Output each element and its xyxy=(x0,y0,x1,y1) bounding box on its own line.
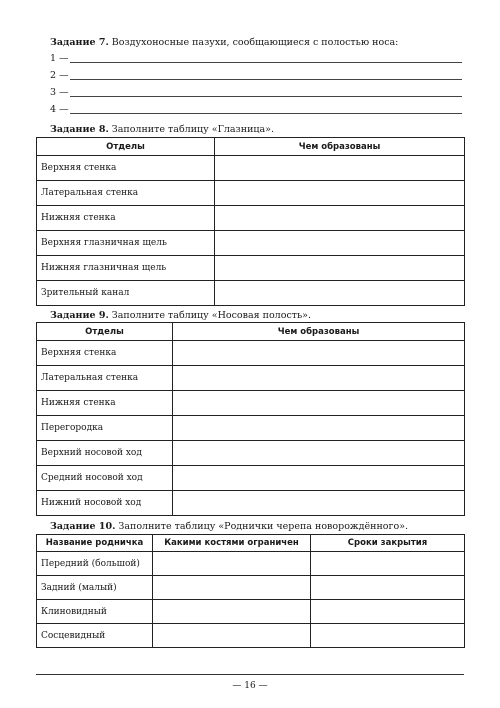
table-row xyxy=(37,466,465,491)
row-label: Верхняя стенка xyxy=(37,156,215,181)
row-label: Латеральная стенка xyxy=(37,366,173,391)
table-row xyxy=(37,231,465,256)
answer-cell[interactable] xyxy=(173,366,465,391)
task7-label: Задание 7. xyxy=(50,37,109,48)
answer-rule xyxy=(70,79,462,80)
answer-line-number: 4 — xyxy=(50,104,69,115)
task9-heading xyxy=(50,310,311,321)
answer-cell[interactable] xyxy=(215,281,465,306)
answer-rule xyxy=(70,113,462,114)
task7-heading xyxy=(50,37,398,48)
column-header: Какими костями ограничен xyxy=(153,535,311,552)
task10-heading xyxy=(50,521,408,532)
answer-cell[interactable] xyxy=(173,391,465,416)
answer-cell[interactable] xyxy=(311,576,465,600)
table-row xyxy=(37,491,465,516)
answer-line-number: 1 — xyxy=(50,53,69,64)
table-row xyxy=(37,341,465,366)
answer-line-number: 2 — xyxy=(50,70,69,81)
row-label: Латеральная стенка xyxy=(37,181,215,206)
page-number: — 16 — xyxy=(232,681,268,691)
orbit-table xyxy=(36,137,465,306)
answer-cell[interactable] xyxy=(173,416,465,441)
answer-cell[interactable] xyxy=(153,600,311,624)
answer-rule xyxy=(70,96,462,97)
task8-heading xyxy=(50,124,274,135)
answer-cell[interactable] xyxy=(311,600,465,624)
task9-label: Задание 9. xyxy=(50,310,109,321)
row-label: Верхняя глазничная щель xyxy=(37,231,215,256)
row-label: Средний носовой ход xyxy=(37,466,173,491)
answer-cell[interactable] xyxy=(173,441,465,466)
answer-cell[interactable] xyxy=(311,624,465,648)
table-row xyxy=(37,552,465,576)
table-row xyxy=(37,366,465,391)
answer-cell[interactable] xyxy=(215,181,465,206)
table-header-row xyxy=(37,138,465,156)
answer-line-3[interactable] xyxy=(50,85,462,99)
column-header: Отделы xyxy=(37,323,173,341)
row-label: Нижняя стенка xyxy=(37,206,215,231)
task10-label: Задание 10. xyxy=(50,521,116,532)
task9-text: Заполните таблицу «Носовая полость». xyxy=(111,310,312,321)
task10-text: Заполните таблицу «Роднички черепа новорождённого». xyxy=(118,521,409,532)
column-header: Название родничка xyxy=(37,535,153,552)
table-row xyxy=(37,206,465,231)
task7-text: Воздухоносные пазухи, сообщающиеся с полостью носа: xyxy=(111,37,399,48)
task8-label: Задание 8. xyxy=(50,124,109,135)
row-label: Нижняя стенка xyxy=(37,391,173,416)
table-header-row xyxy=(37,323,465,341)
nasal-cavity-table xyxy=(36,322,465,516)
table-row xyxy=(37,256,465,281)
answer-line-2[interactable] xyxy=(50,68,462,82)
table-row xyxy=(37,600,465,624)
answer-cell[interactable] xyxy=(153,552,311,576)
task8-text: Заполните таблицу «Глазница». xyxy=(111,124,275,135)
row-label: Верхняя стенка xyxy=(37,341,173,366)
table-row xyxy=(37,441,465,466)
row-label: Клиновидный xyxy=(37,600,153,624)
row-label: Нижняя глазничная щель xyxy=(37,256,215,281)
column-header: Чем образованы xyxy=(173,323,465,341)
answer-cell[interactable] xyxy=(215,256,465,281)
answer-cell[interactable] xyxy=(173,341,465,366)
fontanelles-table xyxy=(36,534,465,648)
table-row xyxy=(37,416,465,441)
answer-rule xyxy=(70,62,462,63)
column-header: Чем образованы xyxy=(215,138,465,156)
table-row xyxy=(37,391,465,416)
answer-cell[interactable] xyxy=(153,576,311,600)
answer-cell[interactable] xyxy=(311,552,465,576)
row-label: Сосцевидный xyxy=(37,624,153,648)
row-label: Верхний носовой ход xyxy=(37,441,173,466)
answer-cell[interactable] xyxy=(215,231,465,256)
answer-cell[interactable] xyxy=(173,466,465,491)
row-label: Задний (малый) xyxy=(37,576,153,600)
row-label: Перегородка xyxy=(37,416,173,441)
row-label: Нижний носовой ход xyxy=(37,491,173,516)
table-row xyxy=(37,624,465,648)
answer-cell[interactable] xyxy=(173,491,465,516)
row-label: Зрительный канал xyxy=(37,281,215,306)
answer-line-number: 3 — xyxy=(50,87,69,98)
answer-cell[interactable] xyxy=(215,156,465,181)
table-row xyxy=(37,181,465,206)
table-header-row xyxy=(37,535,465,552)
answer-line-1[interactable] xyxy=(50,51,462,65)
footer-divider xyxy=(36,674,464,675)
answer-line-4[interactable] xyxy=(50,102,462,116)
row-label: Передний (большой) xyxy=(37,552,153,576)
table-row xyxy=(37,156,465,181)
column-header: Сроки закрытия xyxy=(311,535,465,552)
table-row xyxy=(37,576,465,600)
column-header: Отделы xyxy=(37,138,215,156)
answer-cell[interactable] xyxy=(215,206,465,231)
answer-cell[interactable] xyxy=(153,624,311,648)
table-row xyxy=(37,281,465,306)
